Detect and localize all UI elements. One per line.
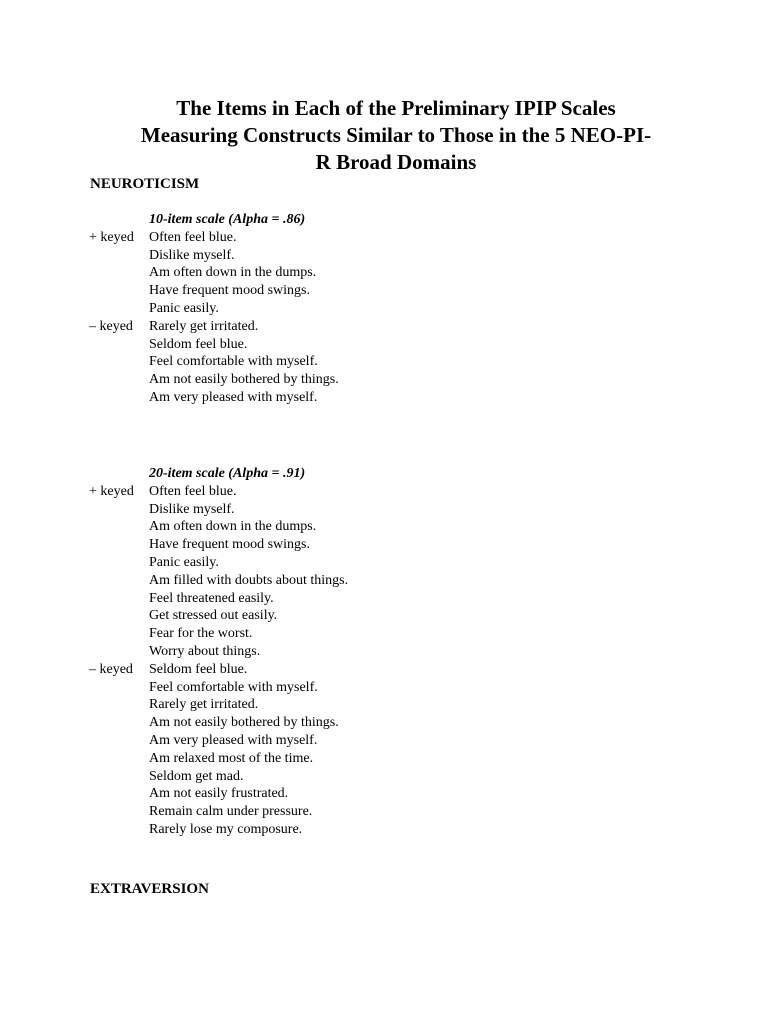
scale-item-row <box>0 371 768 389</box>
scale-item-row <box>0 483 768 501</box>
scale-item-text: Panic easily. <box>149 300 219 316</box>
scale-item-text: Am relaxed most of the time. <box>149 750 314 766</box>
scale-item-row <box>0 714 768 732</box>
scale-items-list <box>0 229 768 407</box>
scale-item-text: Remain calm under pressure. <box>149 804 313 820</box>
scale-item-row <box>0 572 768 590</box>
scale-item-row <box>0 389 768 407</box>
scale-item-text: Feel comfortable with myself. <box>149 354 318 370</box>
scale-items-list <box>0 483 768 839</box>
scale-item-text: Panic easily. <box>149 554 219 570</box>
scale-item-row <box>0 643 768 661</box>
scale-item-row <box>0 590 768 608</box>
scale-item-row <box>0 554 768 572</box>
scale-item-row <box>0 300 768 318</box>
scale-item-row <box>0 750 768 768</box>
scale-item-row <box>0 501 768 519</box>
scale-item-text: Feel comfortable with myself. <box>149 679 318 695</box>
title-line-3: R Broad Domains <box>315 150 477 174</box>
scale-item-row <box>0 247 768 265</box>
scale-item-text: Am not easily bothered by things. <box>149 372 339 388</box>
scale-item-text: Worry about things. <box>149 643 261 659</box>
scale-item-text: Dislike myself. <box>149 501 235 517</box>
scale-title: 20-item scale (Alpha = .91) <box>149 466 306 481</box>
scale-item-text: Have frequent mood swings. <box>149 537 310 553</box>
scale-item-row <box>0 282 768 300</box>
extraversion-heading: EXTRAVERSION <box>90 881 209 897</box>
scale-item-row <box>0 625 768 643</box>
scale-item-text: Seldom feel blue. <box>149 661 248 677</box>
scale-item-text: Am not easily frustrated. <box>149 786 289 802</box>
keyed-direction-label: + keyed <box>89 229 134 245</box>
scale-item-row <box>0 696 768 714</box>
title-line-2: Measuring Constructs Similar to Those in the 5 NEO-PI- <box>140 123 652 147</box>
scale-item-row <box>0 536 768 554</box>
scale-item-text: Get stressed out easily. <box>149 608 278 624</box>
keyed-direction-label: – keyed <box>89 661 133 677</box>
keyed-direction-label: – keyed <box>89 318 133 334</box>
neuroticism-heading: NEUROTICISM <box>90 176 200 192</box>
scale-item-text: Dislike myself. <box>149 247 235 263</box>
scale-item-text: Feel threatened easily. <box>149 590 274 606</box>
scale-item-text: Am often down in the dumps. <box>149 265 317 281</box>
scale-item-row <box>0 229 768 247</box>
scale-item-text: Fear for the worst. <box>149 626 253 642</box>
scale-item-text: Seldom feel blue. <box>149 336 248 352</box>
scale-item-text: Have frequent mood swings. <box>149 283 310 299</box>
scale-item-row <box>0 803 768 821</box>
document-title <box>100 95 692 176</box>
keyed-direction-label: + keyed <box>89 483 134 499</box>
scale-item-text: Am often down in the dumps. <box>149 519 317 535</box>
scale-item-row <box>0 318 768 336</box>
scale-item-row <box>0 785 768 803</box>
scale-item-row <box>0 336 768 354</box>
scale-item-row <box>0 661 768 679</box>
scale-item-row <box>0 607 768 625</box>
scale-title: 10-item scale (Alpha = .86) <box>149 212 306 227</box>
scale-item-row <box>0 353 768 371</box>
scale-item-text: Rarely get irritated. <box>149 697 259 713</box>
scale-item-text: Rarely get irritated. <box>149 318 259 334</box>
title-line-1: The Items in Each of the Preliminary IPIP Scales <box>176 96 616 120</box>
scale-item-text: Am not easily bothered by things. <box>149 715 339 731</box>
scale-item-text: Am very pleased with myself. <box>149 389 318 405</box>
scale-item-row <box>0 821 768 839</box>
scale-item-text: Often feel blue. <box>149 483 237 499</box>
scale-item-row <box>0 732 768 750</box>
scale-item-text: Often feel blue. <box>149 229 237 245</box>
scale-item-row <box>0 264 768 282</box>
scale-item-text: Rarely lose my composure. <box>149 821 303 837</box>
scale-item-row <box>0 679 768 697</box>
scale-item-text: Am filled with doubts about things. <box>149 572 349 588</box>
scale-item-text: Seldom get mad. <box>149 768 244 784</box>
scale-item-row <box>0 518 768 536</box>
scale-item-row <box>0 768 768 786</box>
scale-item-text: Am very pleased with myself. <box>149 732 318 748</box>
